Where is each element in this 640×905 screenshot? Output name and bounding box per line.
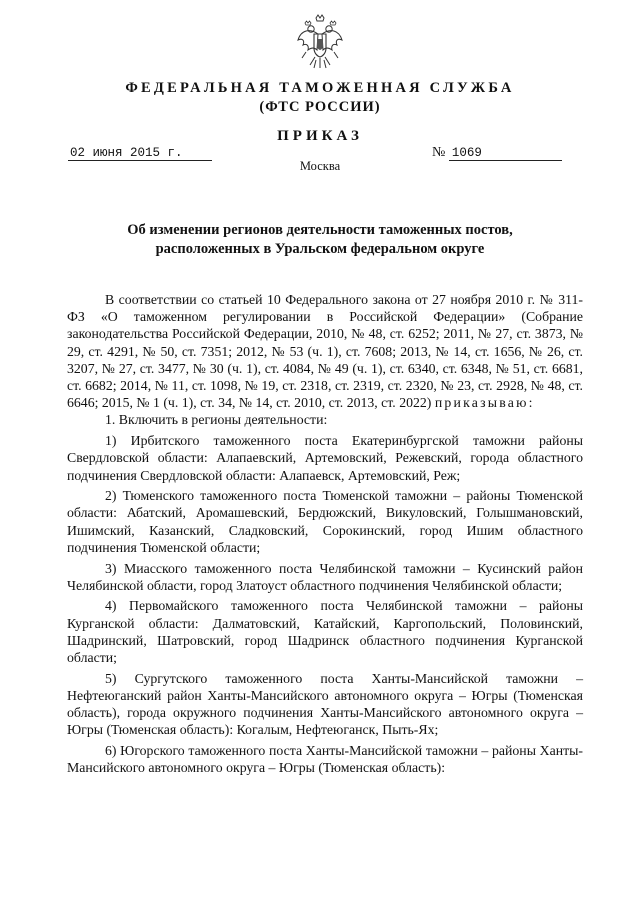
order-directive-word: приказываю: xyxy=(434,395,535,411)
number-sign: № xyxy=(432,145,446,160)
list-item: 3) Миасского таможенного поста Челябинской таможни – Кусинский район Челябинской области, город Златоуст областного подчинения Челябинской области; xyxy=(67,560,583,593)
agency-abbreviation: (ФТС РОССИИ) xyxy=(259,99,381,115)
list-item: 2) Тюменского таможенного поста Тюменской таможни – районы Тюменской области: Абатский, Аромашевский, Бердюжский, Викуловский, Голышмановский, Ишимский, Казанский, Сладковский, Сорокинский, город Ишим областного подчинения Тюменской области; xyxy=(67,488,583,555)
order-body xyxy=(67,291,583,776)
city-of-issue: Москва xyxy=(299,159,341,173)
subject-line-2: расположенных в Уральском федеральном округе xyxy=(155,241,485,257)
list-item: 5) Сургутского таможенного поста Ханты-Мансийской таможни – Нефтеюганский район Ханты-Мансийского автономного округа – Югры (Тюменская область), города окружного подчинения Ханты-Мансийского автономного округа – Югры (Тюменская область): Когалым, Нефтеюганск, Пыть-Ях; xyxy=(67,670,583,738)
list-item: 1) Ирбитского таможенного поста Екатеринбургской таможни районы Свердловской области: Алапаевский, Артемовский, Режевский, города областного подчинения Свердловской области: Алапаевск, Артемовский, Реж; xyxy=(67,433,583,483)
agency-name: ФЕДЕРАЛЬНАЯ ТАМОЖЕННАЯ СЛУЖБА xyxy=(125,80,515,96)
order-subject xyxy=(80,221,560,259)
clause-1: 1. Включить в регионы деятельности: xyxy=(105,412,328,428)
subject-line-1: Об изменении регионов деятельности таможенных постов, xyxy=(127,222,513,238)
list-item: 4) Первомайского таможенного поста Челябинской таможни – районы Курганской области: Далматовский, Катайский, Каргопольский, Половинский, Шадринский, Шатровский, город Шадринск областного подчинения Курганской области; xyxy=(67,598,583,666)
document-type-title: ПРИКАЗ xyxy=(277,128,363,144)
order-number: 1069 xyxy=(449,146,562,161)
preamble-text: В соответствии со статьей 10 Федерального закона от 27 ноября 2010 г. № 311-ФЗ «О таможенном регулировании в Российской Федерации» (Собрание законодательства Российской Федерации, 2010, № 48, ст. 6252; 2011, № 27, ст. 3873, № 29, ст. 4291, № 50, ст. 7351; 2012, № 53 (ч. 1), ст. 7608; 2013, № 14, ст. 1656, № 26, ст. 3207, № 27, ст. 3477, № 30 (ч. 1), ст. 4084, № 49 (ч. 1), ст. 6340, ст. 6348, № 51, ст. 6681, ст. 6682; 2014, № 11, ст. 1098, № 19, ст. 2318, ст. 2319, ст. 2320, № 23, ст. 2928, № 48, ст. 6646; 2015, № 1 (ч. 1), ст. 34, № 14, ст. 2010, ст. 2013, ст. 2022) xyxy=(67,292,583,411)
order-date: 02 июня 2015 г. xyxy=(68,147,212,161)
list-item: 6) Югорского таможенного поста Ханты-Мансийской таможни – районы Ханты-Мансийского автономного округа – Югры (Тюменская область): xyxy=(67,743,583,776)
russian-coat-of-arms-icon xyxy=(296,14,344,70)
preamble-paragraph xyxy=(67,291,583,411)
